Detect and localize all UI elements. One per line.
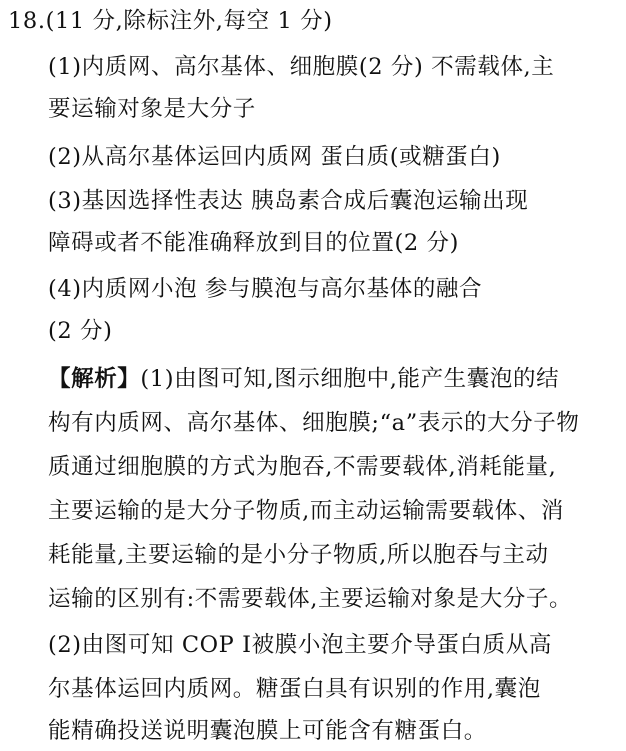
analysis-label: 【解析】 bbox=[48, 366, 141, 392]
analysis-line-4: 主要运输的是大分子物质,而主动运输需要载体、消 bbox=[48, 498, 564, 524]
analysis-line-5: 耗能量,主要运输的是小分子物质,所以胞吞与主动 bbox=[48, 542, 549, 568]
analysis-line-7: (2)由图可知 COP Ⅰ被膜小泡主要介导蛋白质从高 bbox=[48, 632, 552, 658]
analysis-line-1 bbox=[48, 362, 626, 396]
answer-3-line-2: 障碍或者不能准确释放到目的位置(2 分) bbox=[48, 230, 460, 256]
analysis-line-8: 尔基体运回内质网。糖蛋白具有识别的作用,囊泡 bbox=[48, 676, 541, 702]
answer-3-line-1: (3)基因选择性表达 胰岛素合成后囊泡运输出现 bbox=[48, 188, 529, 214]
answer-1-line-1: (1)内质网、高尔基体、细胞膜(2 分) 不需载体,主 bbox=[48, 54, 555, 80]
analysis-line-6: 运输的区别有:不需要载体,主要运输对象是大分子。 bbox=[48, 586, 573, 612]
analysis-line-9: 能精确投送说明囊泡膜上可能含有糖蛋白。 bbox=[48, 718, 487, 744]
analysis-line-2: 构有内质网、高尔基体、细胞膜;“a”表示的大分子物 bbox=[48, 410, 580, 436]
answer-2: (2)从高尔基体运回内质网 蛋白质(或糖蛋白) bbox=[48, 144, 501, 170]
answer-1-line-2: 要运输对象是大分子 bbox=[48, 96, 256, 122]
analysis-line-3: 质通过细胞膜的方式为胞吞,不需要载体,消耗能量, bbox=[48, 454, 557, 480]
analysis-text-1: (1)由图可知,图示细胞中,能产生囊泡的结 bbox=[140, 366, 560, 392]
answer-4-line-1: (4)内质网小泡 参与膜泡与高尔基体的融合 bbox=[48, 276, 483, 302]
answer-4-line-2: (2 分) bbox=[48, 318, 113, 344]
question-header: 18.(11 分,除标注外,每空 1 分) bbox=[8, 8, 333, 34]
